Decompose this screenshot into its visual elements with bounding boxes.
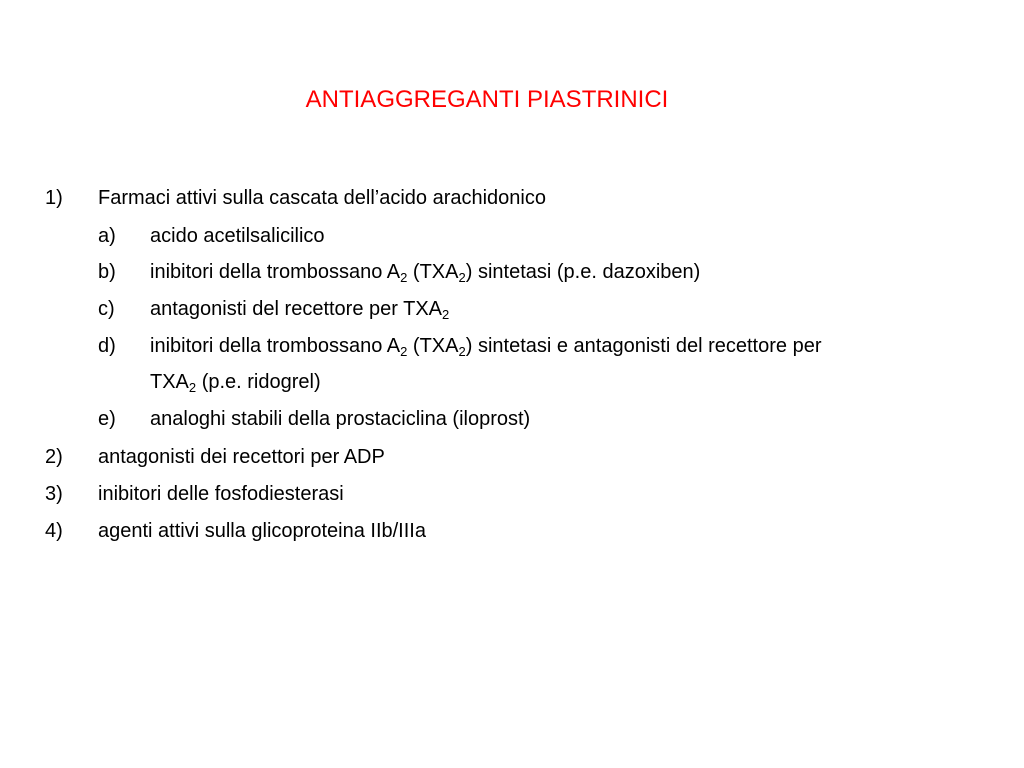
list-marker: 1) <box>45 187 63 209</box>
sub-item-text <box>150 370 321 394</box>
list-item-text: inibitori delle fosfodiesterasi <box>98 483 344 505</box>
text-part: inibitori della trombossano A <box>150 335 401 357</box>
text-part: inibitori della trombossano A <box>150 261 401 283</box>
sub-item-text: acido acetilsalicilico <box>150 225 325 247</box>
text-part: ) sintetasi (p.e. dazoxiben) <box>465 261 701 283</box>
subscript: 2 <box>458 270 466 285</box>
sub-item-text <box>150 297 449 321</box>
sub-item-text <box>150 260 700 284</box>
list-item-text: antagonisti dei recettori per ADP <box>98 446 385 468</box>
sub-marker: b) <box>98 261 116 283</box>
subscript: 2 <box>400 270 408 285</box>
sub-marker: a) <box>98 225 116 247</box>
list-marker: 3) <box>45 483 63 505</box>
sub-marker: d) <box>98 335 116 357</box>
sub-marker: e) <box>98 408 116 430</box>
sub-marker: c) <box>98 298 115 320</box>
list-marker: 2) <box>45 446 63 468</box>
list-marker: 4) <box>45 520 63 542</box>
text-part: (TXA <box>407 261 459 283</box>
text-part: antagonisti del recettore per TXA <box>150 298 443 320</box>
subscript: 2 <box>458 344 466 359</box>
subscript: 2 <box>442 307 450 322</box>
subscript: 2 <box>188 380 197 395</box>
subscript: 2 <box>400 344 408 359</box>
text-part: ) sintetasi e antagonisti del recettore per <box>465 335 822 357</box>
slide-title: ANTIAGGREGANTI PIASTRINICI <box>305 86 669 113</box>
text-part: (TXA <box>407 335 459 357</box>
text-part: (p.e. ridogrel) <box>196 371 321 393</box>
sub-item-text: analoghi stabili della prostaciclina (iloprost) <box>150 408 531 430</box>
list-item-text: agenti attivi sulla glicoproteina IIb/IIIa <box>98 520 426 542</box>
list-item-text: Farmaci attivi sulla cascata dell’acido arachidonico <box>98 187 546 209</box>
sub-item-text <box>150 334 822 358</box>
text-part: TXA <box>150 371 189 393</box>
